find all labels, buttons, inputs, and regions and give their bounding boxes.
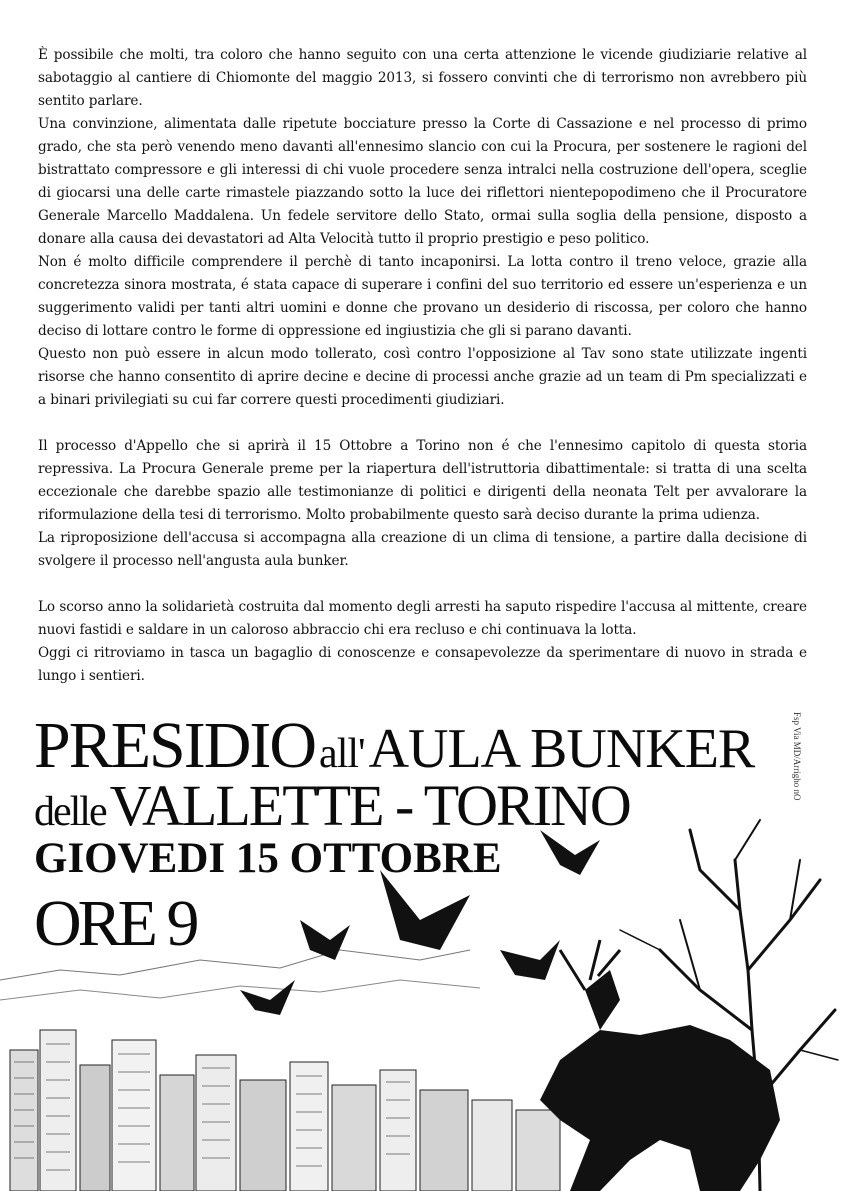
article-text (38, 44, 807, 688)
paragraph-4: Questo non può essere in alcun modo tollerato, così contro l'opposizione al Tav sono state utilizzate ingenti risorse che hanno consentito di aprire decine e decine di processi anche grazie ad un team di Pm specializzati e a binari privilegiati su cui far correre questi procedimenti giudiziari. (38, 346, 807, 408)
city-skyline (0, 950, 560, 1191)
paragraph-8: Oggi ci ritroviamo in tasca un bagaglio di conoscenze e consapevolezze da sperimentare di nuovo in strada e lungo i sentieri. (38, 645, 807, 684)
paragraph-1: È possibile che molti, tra coloro che hanno seguito con una certa attenzione le vicende giudiziarie relative al sabotaggio al cantiere di Chiomonte del maggio 2013, si fossero convinti che di terrorismo non avrebbero più sentito parlare. (38, 47, 807, 109)
deer (540, 940, 780, 1191)
paragraph-6: La riproposizione dell'accusa si accompagna alla creazione di un clima di tensione, a partire dalla decisione di svolgere il processo nell'angusta aula bunker. (38, 530, 807, 569)
paragraph-5: Il processo d'Appello che si aprirà il 15 Ottobre a Torino non é che l'ennesimo capitolo di questa storia repressiva. La Procura Generale preme per la riapertura dell'istruttoria dibattimentale: si tratta di una scelta eccezionale che darebbe spazio alle testimonianze di politici e dirigenti della neonata Telt per avvalorare la riformulazione della tesi di terrorismo. Molto probabilmente questo sarà deciso durante la prima udienza. (38, 438, 807, 523)
headline-line-2 (34, 772, 630, 839)
paragraph-7: Lo scorso anno la solidarietà costruita dal momento degli arresti ha saputo rispedire l'accusa al mittente, creare nuovi fastidi e saldare in un caloroso abbraccio chi era recluso e chi continuava la lotta. (38, 599, 807, 638)
headline-date: GIOVEDI 15 OTTOBRE (34, 835, 502, 882)
paragraph-2: Una convinzione, alimentata dalle ripetute bocciature presso la Corte di Cassazione e nel processo di primo grado, che sta però venendo meno davanti all'ennesimo slancio con cui la Procura, per sostenere le ragioni del bistrattato compressore e gli interessi di chi vuole procedere senza intralci nella costruzione dell'opera, sceglie di giocarsi una delle carte rimastele piazzando sotto la luce dei riflettori nientepopodimeno che il Procuratore Generale Marcello Maddalena. Un fedele servitore dello Stato, ormai sulla soglia della pensione, disposto a donare alla causa dei devastatori ad Alta Velocità tutto il proprio prestigio e peso politico. (38, 116, 807, 247)
headline-vallette-torino: VALLETTE - TORINO (109, 773, 630, 838)
illustration-credit: Fsp Via MD/Arrigho nO (792, 712, 802, 801)
headline-time: ORE 9 (34, 887, 196, 960)
paragraph-3: Non é molto difficile comprendere il perchè di tanto incaponirsi. La lotta contro il treno veloce, grazie alla concretezza sinora mostrata, é stata capace di superare i confini del suo territorio ed essere un'esperienza e un suggerimento validi per tanti altri uomini e donne che provano un desiderio di riscossa, per coloro che hanno deciso di lottare contro le forme di oppressione ed ingiustizia che gli si parano davanti. (38, 254, 807, 339)
headline-all: all' (319, 731, 365, 777)
headline-delle: delle (34, 789, 106, 835)
headline-presidio: PRESIDIO (34, 709, 316, 782)
headline-aula-bunker: AULA BUNKER (368, 718, 755, 780)
